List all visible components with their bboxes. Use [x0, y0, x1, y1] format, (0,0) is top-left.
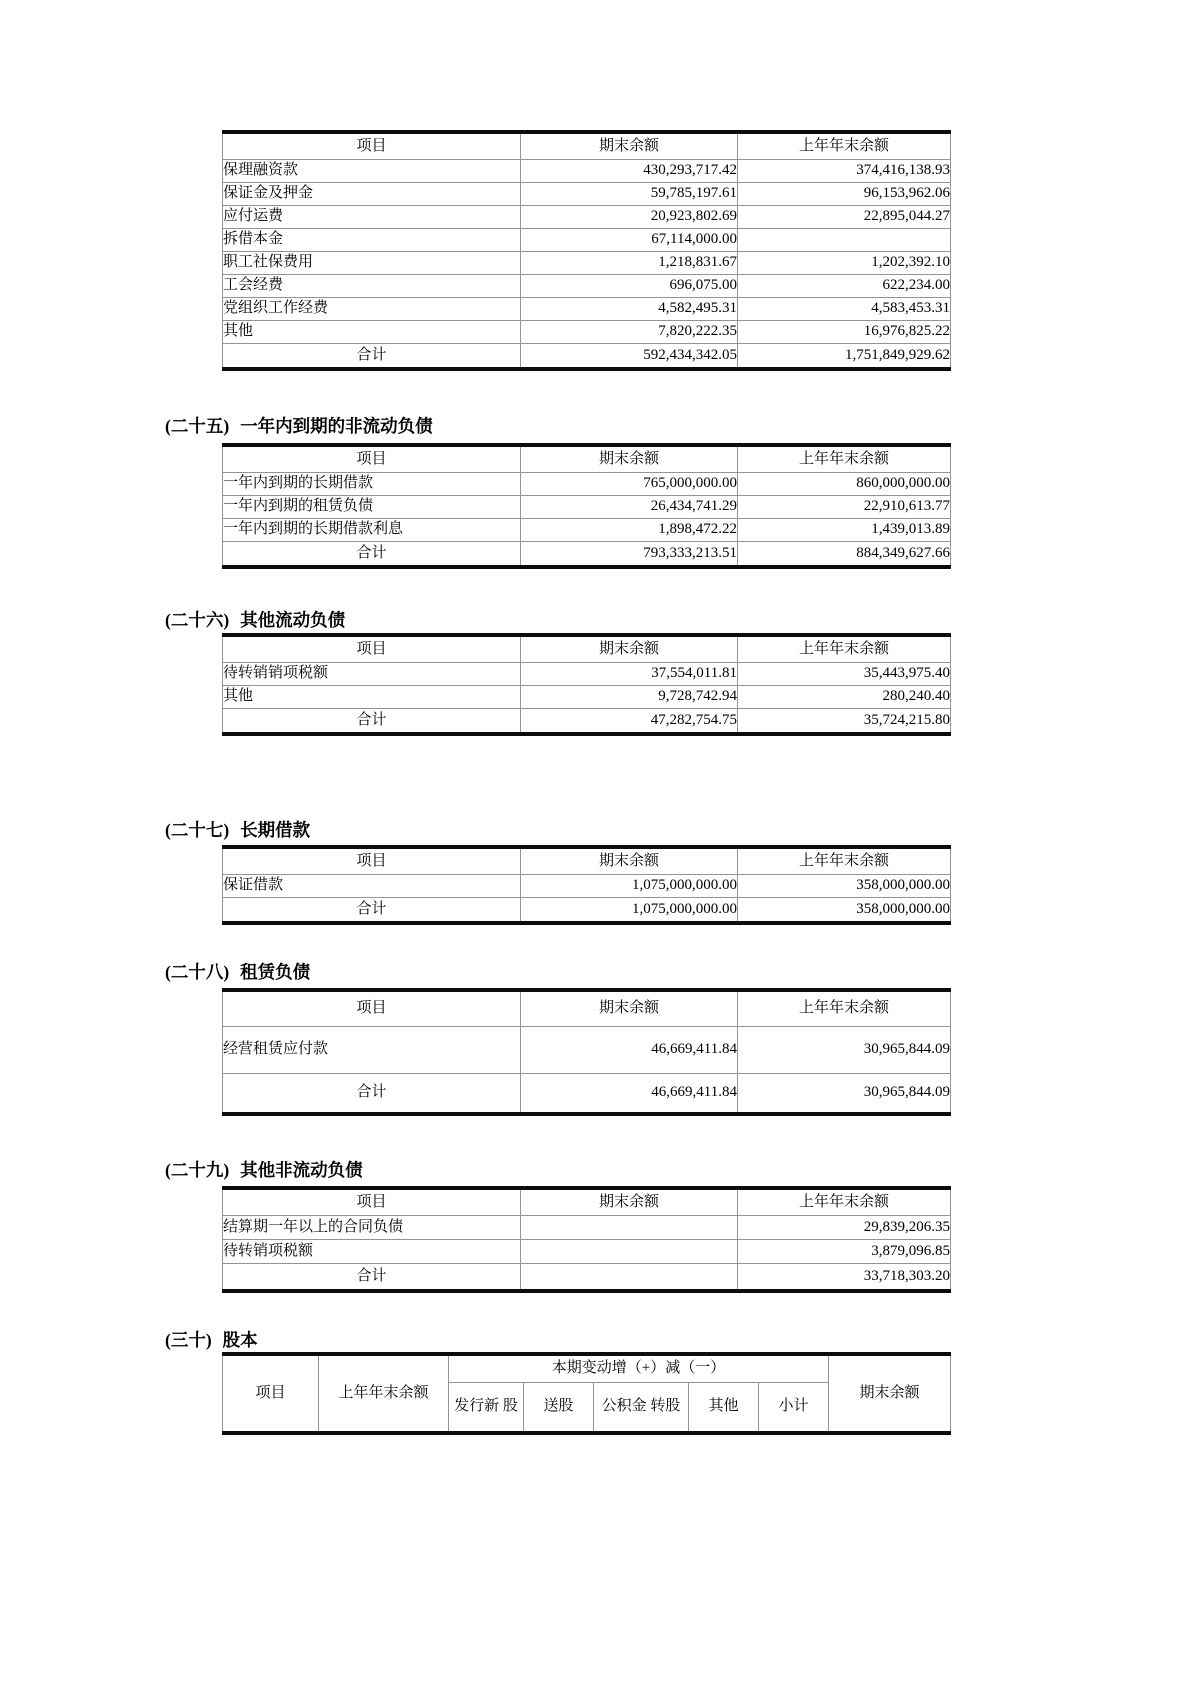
total-prior-cell: 884,349,627.66 [738, 542, 951, 568]
total-label-cell: 合计 [223, 709, 521, 735]
ending-balance-cell: 4,582,495.31 [521, 298, 738, 321]
total-prior-cell: 33,718,303.20 [738, 1264, 951, 1292]
section-26-heading [165, 610, 345, 630]
col-header-prior-balance: 上年年末余额 [319, 1354, 449, 1433]
total-row [223, 344, 951, 370]
total-label-cell: 合计 [223, 1074, 521, 1115]
col-header-ending-balance: 期末余额 [521, 635, 738, 663]
total-prior-cell: 358,000,000.00 [738, 898, 951, 924]
col-header-ending-balance: 期末余额 [521, 847, 738, 875]
prior-balance-cell: 30,965,844.09 [738, 1027, 951, 1074]
table-row [223, 275, 951, 298]
col-header-prior-balance: 上年年末余额 [738, 1188, 951, 1216]
prior-balance-cell: 29,839,206.35 [738, 1216, 951, 1240]
total-row [223, 542, 951, 568]
section-30-heading [165, 1330, 258, 1350]
total-row [223, 1074, 951, 1115]
ending-balance-cell: 9,728,742.94 [521, 686, 738, 709]
table-other-current-liabilities [222, 633, 950, 736]
table-row [223, 298, 951, 321]
prior-balance-cell: 860,000,000.00 [738, 473, 951, 496]
table-row [223, 875, 951, 898]
section-title: 租赁负债 [240, 962, 311, 982]
item-cell: 待转销销项税额 [223, 663, 521, 686]
table-row [223, 496, 951, 519]
ending-balance-cell: 696,075.00 [521, 275, 738, 298]
col-header-bonus-shares: 送股 [524, 1383, 594, 1434]
prior-balance-cell: 1,202,392.10 [738, 252, 951, 275]
col-header-prior-balance: 上年年末余额 [738, 990, 951, 1027]
table-long-term-borrowings [222, 845, 950, 925]
section-27-heading [165, 820, 310, 840]
prior-balance-cell: 1,439,013.89 [738, 519, 951, 542]
total-ending-cell [521, 1264, 738, 1292]
table-row [223, 473, 951, 496]
table-row [223, 1216, 951, 1240]
col-header-item: 项目 [223, 635, 521, 663]
table-header-row [223, 847, 951, 875]
col-header-reserve-conversion: 公积金 转股 [594, 1383, 689, 1434]
col-header-ending-balance: 期末余额 [829, 1354, 951, 1433]
table-row [223, 1027, 951, 1074]
total-ending-cell: 592,434,342.05 [521, 344, 738, 370]
prior-balance-cell: 358,000,000.00 [738, 875, 951, 898]
total-row [223, 709, 951, 735]
ending-balance-cell: 7,820,222.35 [521, 321, 738, 344]
table-header-row [223, 132, 951, 160]
table-row [223, 686, 951, 709]
item-cell: 工会经费 [223, 275, 521, 298]
table-row [223, 1240, 951, 1264]
item-cell: 一年内到期的长期借款 [223, 473, 521, 496]
table-row [223, 229, 951, 252]
table-row [223, 663, 951, 686]
col-header-new-shares: 发行新 股 [449, 1383, 524, 1434]
prior-balance-cell: 35,443,975.40 [738, 663, 951, 686]
table-header-row [223, 445, 951, 473]
col-header-ending-balance: 期末余额 [521, 132, 738, 160]
table-row [223, 160, 951, 183]
section-title: 其他流动负债 [240, 610, 346, 630]
section-28-heading [165, 962, 310, 982]
item-cell: 保证金及押金 [223, 183, 521, 206]
item-cell: 拆借本金 [223, 229, 521, 252]
col-header-subtotal: 小计 [759, 1383, 829, 1434]
item-cell: 其他 [223, 686, 521, 709]
table-row [223, 519, 951, 542]
section-title: 其他非流动负债 [240, 1160, 363, 1180]
col-header-prior-balance: 上年年末余额 [738, 132, 951, 160]
item-cell: 职工社保费用 [223, 252, 521, 275]
ending-balance-cell [521, 1240, 738, 1264]
col-header-prior-balance: 上年年末余额 [738, 847, 951, 875]
total-label-cell: 合计 [223, 898, 521, 924]
ending-balance-cell: 26,434,741.29 [521, 496, 738, 519]
table-other-noncurrent-liabilities [222, 1186, 950, 1293]
col-header-ending-balance: 期末余额 [521, 445, 738, 473]
table-row [223, 206, 951, 229]
prior-balance-cell: 22,895,044.27 [738, 206, 951, 229]
section-title: 长期借款 [240, 820, 311, 840]
table-header-row [223, 990, 951, 1027]
item-cell: 结算期一年以上的合同负债 [223, 1216, 521, 1240]
table-header-row [223, 635, 951, 663]
table-row [223, 321, 951, 344]
prior-balance-cell [738, 229, 951, 252]
prior-balance-cell: 280,240.40 [738, 686, 951, 709]
item-cell: 保理融资款 [223, 160, 521, 183]
section-29-heading [165, 1160, 363, 1180]
section-number: (二十七) [165, 820, 230, 840]
total-label-cell: 合计 [223, 344, 521, 370]
col-header-prior-balance: 上年年末余额 [738, 635, 951, 663]
col-header-item: 项目 [223, 445, 521, 473]
col-header-prior-balance: 上年年末余额 [738, 445, 951, 473]
total-prior-cell: 1,751,849,929.62 [738, 344, 951, 370]
table-other-payables [222, 130, 950, 371]
ending-balance-cell: 765,000,000.00 [521, 473, 738, 496]
item-cell: 保证借款 [223, 875, 521, 898]
prior-balance-cell: 622,234.00 [738, 275, 951, 298]
ending-balance-cell: 1,218,831.67 [521, 252, 738, 275]
item-cell: 一年内到期的长期借款利息 [223, 519, 521, 542]
ending-balance-cell: 1,898,472.22 [521, 519, 738, 542]
col-header-item: 项目 [223, 1188, 521, 1216]
total-row [223, 898, 951, 924]
prior-balance-cell: 96,153,962.06 [738, 183, 951, 206]
prior-balance-cell: 374,416,138.93 [738, 160, 951, 183]
ending-balance-cell: 37,554,011.81 [521, 663, 738, 686]
ending-balance-cell: 20,923,802.69 [521, 206, 738, 229]
item-cell: 其他 [223, 321, 521, 344]
total-prior-cell: 30,965,844.09 [738, 1074, 951, 1115]
ending-balance-cell: 46,669,411.84 [521, 1027, 738, 1074]
col-header-other: 其他 [689, 1383, 759, 1434]
col-header-item: 项目 [223, 990, 521, 1027]
total-label-cell: 合计 [223, 1264, 521, 1292]
prior-balance-cell: 22,910,613.77 [738, 496, 951, 519]
ending-balance-cell: 430,293,717.42 [521, 160, 738, 183]
section-title: 一年内到期的非流动负债 [240, 416, 433, 436]
col-header-ending-balance: 期末余额 [521, 1188, 738, 1216]
table-row [223, 252, 951, 275]
col-header-ending-balance: 期末余额 [521, 990, 738, 1027]
item-cell: 待转销项税额 [223, 1240, 521, 1264]
total-prior-cell: 35,724,215.80 [738, 709, 951, 735]
col-header-item: 项目 [223, 132, 521, 160]
ending-balance-cell: 67,114,000.00 [521, 229, 738, 252]
item-cell: 经营租赁应付款 [223, 1027, 521, 1074]
section-number: (二十六) [165, 610, 230, 630]
prior-balance-cell: 3,879,096.85 [738, 1240, 951, 1264]
item-cell: 一年内到期的租赁负债 [223, 496, 521, 519]
section-25-heading [165, 416, 433, 436]
table-lease-liabilities [222, 988, 950, 1116]
item-cell: 应付运费 [223, 206, 521, 229]
section-number: (二十五) [165, 416, 230, 436]
col-header-item: 项目 [223, 1354, 319, 1433]
table-header-row [223, 1188, 951, 1216]
prior-balance-cell: 16,976,825.22 [738, 321, 951, 344]
col-header-item: 项目 [223, 847, 521, 875]
section-title: 股本 [222, 1330, 258, 1350]
total-row [223, 1264, 951, 1292]
total-ending-cell: 46,669,411.84 [521, 1074, 738, 1115]
total-label-cell: 合计 [223, 542, 521, 568]
table-share-capital [222, 1352, 950, 1435]
total-ending-cell: 1,075,000,000.00 [521, 898, 738, 924]
table-noncurrent-liabilities-due-within-one-year [222, 443, 950, 569]
table-header-row-top [223, 1354, 951, 1383]
section-number: (三十) [165, 1330, 212, 1350]
table-row [223, 183, 951, 206]
ending-balance-cell: 59,785,197.61 [521, 183, 738, 206]
prior-balance-cell: 4,583,453.31 [738, 298, 951, 321]
total-ending-cell: 793,333,213.51 [521, 542, 738, 568]
total-ending-cell: 47,282,754.75 [521, 709, 738, 735]
item-cell: 党组织工作经费 [223, 298, 521, 321]
section-number: (二十八) [165, 962, 230, 982]
col-header-change-span: 本期变动增（+）减（一） [449, 1354, 829, 1383]
section-number: (二十九) [165, 1160, 230, 1180]
ending-balance-cell [521, 1216, 738, 1240]
ending-balance-cell: 1,075,000,000.00 [521, 875, 738, 898]
